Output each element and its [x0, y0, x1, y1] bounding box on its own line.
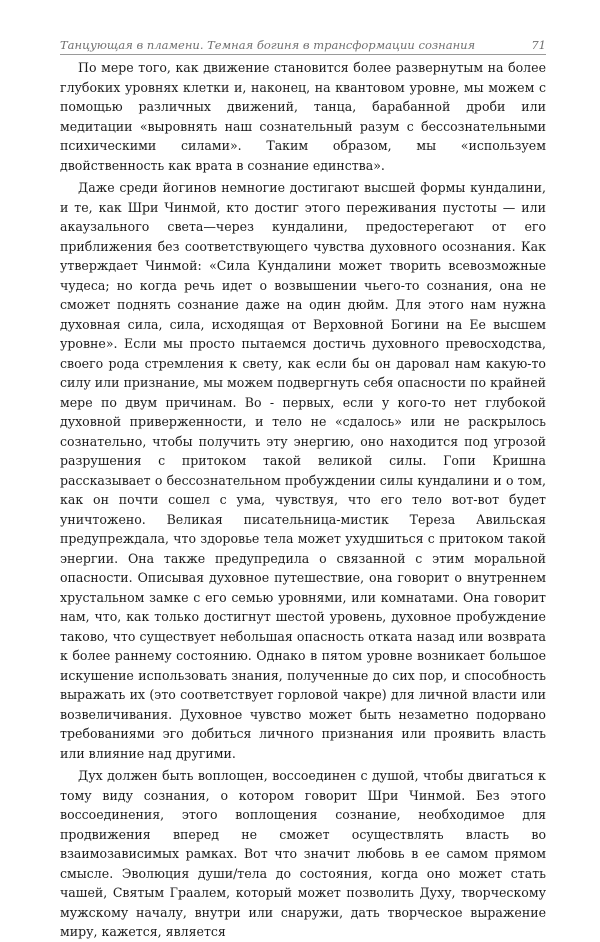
- page-number: 71: [531, 38, 546, 52]
- paragraph: Дух должен быть воплощен, воссоединен с душой, чтобы двигаться к тому виду сознания, о котором говорит Шри Чинмой. Без этого воссоединения, этого воплощения сознание, необходимое для продвижения вперед не сможет осуществлять власть во взаимозависимых рамках. Вот что значит любовь в ее самом прямом смысле. Эволюция души/тела до состояния, когда оно может стать чашей, Святым Граалем, который может позволить Духу, творческому мужскому началу, внутри или снаружи, дать творческое выражение миру, кажется, является: [60, 768, 546, 939]
- paragraph: По мере того, как движение становится более развернутым на более глубоких уровнях клетки и, наконец, на квантовом уровне, мы можем с помощью различных движений, танца, барабанной дроби или медитации «выровнять наш сознательный разум с бессознательными психическими силами». Таким образом, мы «используем двойственность как врата в сознание единства».: [60, 60, 546, 173]
- running-title: Танцующая в пламени. Темная богиня в трансформации сознания: [60, 38, 476, 52]
- body-text: [60, 58, 546, 942]
- running-header: [60, 38, 546, 55]
- paragraph: Даже среди йогинов немногие достигают высшей формы кундалини, и те, как Шри Чинмой, кто достиг этого переживания пустоты — или акаузального света—через кундалини, предостерегают от его приближения без соответствующего чувства духовного осознания. Как утверждает Чинмой: «Сила Кундалини может творить всевозможные чудеса; но когда речь идет о возвышении чьего-то сознания, она не сможет поднять сознание даже на один дюйм. Для этого нам нужна духовная сила, сила, исходящая от Верховной Богини на Ее высшем уровне». Если мы просто пытаемся достичь духовного превосходства, своего рода стремления к свету, как если бы он даровал нам какую-то силу или признание, мы можем подвергнуть себя опасности по крайней мере по двум причинам. Во - первых, если у кого-то нет глубокой духовной приверженности, и тело не «сдалось» или не раскрылось сознательно, чтобы получить эту энергию, оно находится под угрозой разрушения с притоком такой великой силы. Гопи Кришна рассказывает о бессознательном пробуждении силы кундалини и о том, как он почти сошел с ума, чувствуя, что его тело вот-вот будет уничтожено. Великая писательница-мистик Тереза Авильская предупреждала, что здоровье тела может ухудшиться с притоком такой энергии. Она также предупредила о связанной с этим моральной опасности. Описывая духовное путешествие, она говорит о внутреннем хрустальном замке с его семью уровнями, или комнатами. Она говорит нам, что, как только достигнут шестой уровень, духовное пробуждение таково, что существует небольшая опасность отката назад или возврата к более раннему состоянию. Однако в пятом уровне возникает большое искушение использовать знания, полученные до сих пор, и способность выражать их (это соответствует горловой чакре) для личной власти или возвеличивания. Духовное чувство может быть незаметно подорвано требованиями эго добиться личного признания или проявить власть или влияние над другими.: [60, 180, 546, 761]
